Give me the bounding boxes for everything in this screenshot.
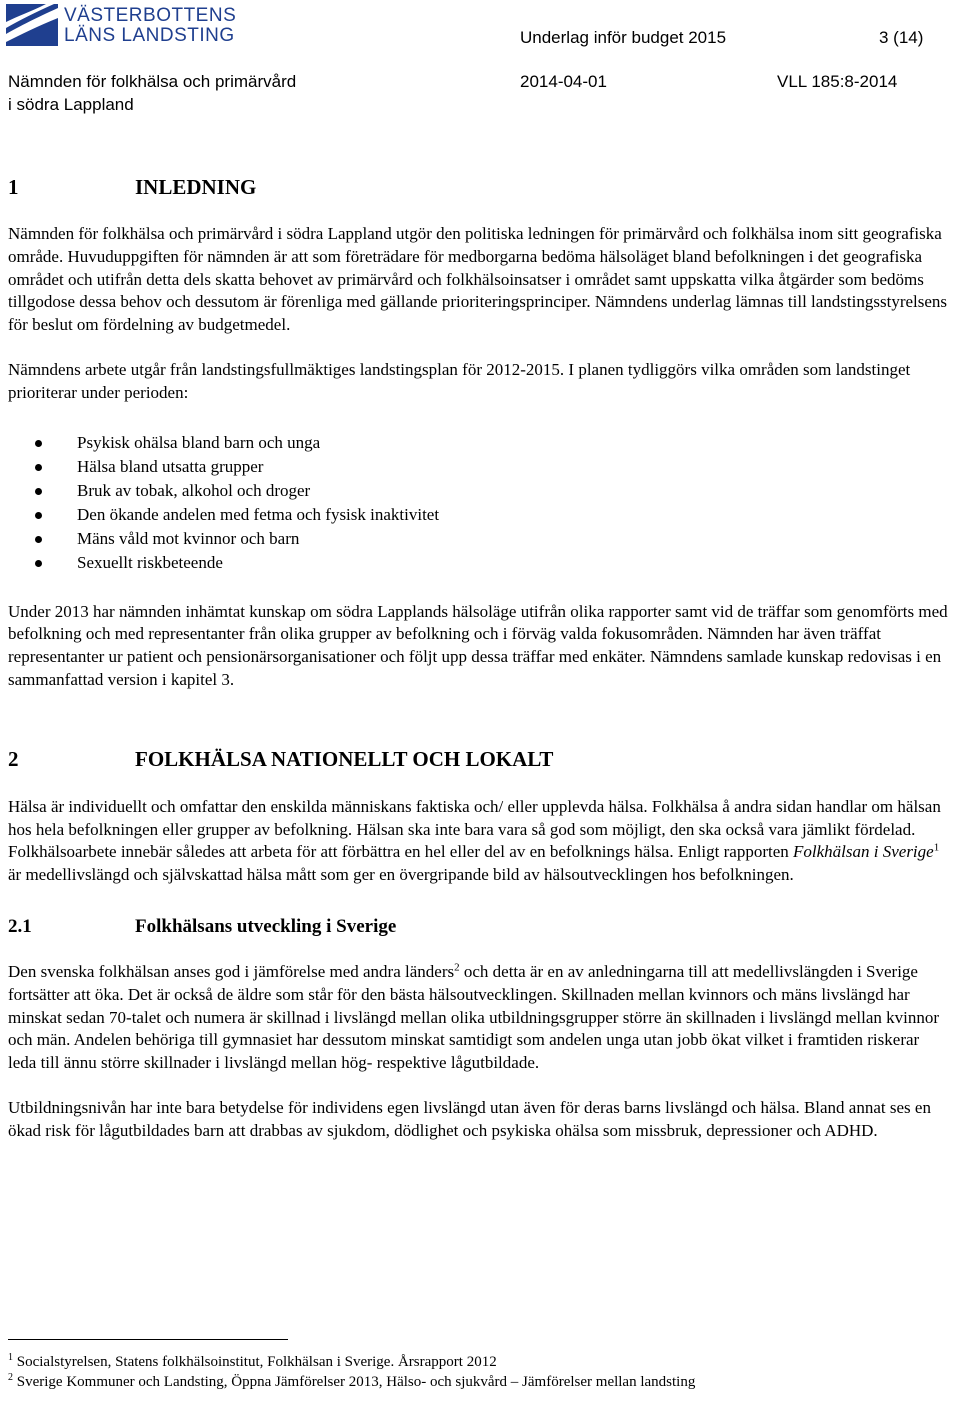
list-item: Psykisk ohälsa bland barn och unga [8, 431, 948, 455]
priority-list [8, 431, 948, 575]
document-body [8, 172, 948, 1143]
footnote: $^1$ Socialstyrelsen, Statens folkhälsoinstitut, Folkhälsan i Sverige. Årsrapport 2012 [8, 1352, 497, 1370]
footnote-ref: 2 [454, 961, 460, 974]
paragraph: Nämndens arbete utgår från landstingsfullmäktiges landstingsplan för 2012-2015. I planen tydliggörs vilka områden som landstinget prioriterar under perioden: [8, 359, 911, 402]
list-item: Hälsa bland utsatta grupper [8, 455, 948, 479]
footnotes [8, 1339, 948, 1392]
section-number: 2.1 [8, 915, 32, 937]
bullet-icon [35, 536, 42, 543]
footnote: $^2$ Sverige Kommuner och Landsting, Öppna Jämförelser 2013, Hälso- och sjukvård – Jämförelser mellan landsting [8, 1372, 696, 1390]
organization-name [64, 6, 244, 46]
subsection-heading-2-1 [8, 913, 948, 941]
paragraph: Utbildningsnivån har inte bara betydelse för individens egen livslängd utan även för deras barns livslängd och hälsa. Bland annat ses en ökad risk för lågutbildades barn att drabbas av sjukdom, dödlighet och psykiska ohälsa som missbruk, depressioner och ADHD. [8, 1097, 931, 1140]
committee-name-line1: Nämnden för folkhälsa och primärvård [8, 72, 297, 91]
document-date: 2014-04-01 [520, 72, 607, 91]
report-title: Folkhälsan i Sverige [793, 842, 934, 862]
paragraph: Nämnden för folkhälsa och primärvård i södra Lappland utgör den politiska ledningen för primärvård och folkhälsa inom sitt geografiska område. Huvuduppgiften för nämnden är att som företrädare för medborgarna bedöma hälsoläget bland befolkningen i det geografiska området och utifrån detta dels skatta behovet av primärvård och folkhälsoinsatser i området samt uppskatta vilka åtgärder som bedöms tillgodose dessa behov och dessutom är förenliga med gällande prioriteringsprinciper. Nämndens underlag lämnas till landstingsstyrelsens för beslut om fördelning av budgetmedel. [8, 224, 948, 335]
bullet-icon [35, 440, 42, 447]
section-heading-1 [8, 172, 948, 202]
organization-name-line1: VÄSTERBOTTENS [64, 5, 237, 26]
list-item: Bruk av tobak, alkohol och droger [8, 479, 948, 503]
document-title: Underlag inför budget 2015 [520, 28, 727, 47]
document-reference: VLL 185:8-2014 [777, 72, 898, 91]
page-header [0, 0, 960, 120]
section-title: FOLKHÄLSA NATIONELLT OCH LOKALT [135, 746, 554, 771]
organization-name-line2: LÄNS LANDSTING [64, 25, 235, 46]
bullet-icon [35, 488, 42, 495]
logo-mark-icon [6, 4, 58, 46]
bullet-icon [35, 512, 42, 519]
list-item: Mäns våld mot kvinnor och barn [8, 527, 948, 551]
section-number: 2 [8, 746, 19, 771]
paragraph: Under 2013 har nämnden inhämtat kunskap om södra Lapplands hälsoläge utifrån olika rapporter samt vid de träffar som genomförts med befolkning och med representanter från olika grupper av befolkning och i förväg valda fokusområden. Nämnden har även träffat representanter ur patient och pensionärsorganisationer och följt upp dessa träffar med enkäter. Nämndens samlade kunskap redovisas i en sammanfattad version i kapitel 3. [8, 601, 948, 689]
paragraph: Den svenska folkhälsan anses god i jämförelse med andra länders$^2$ och detta är en av anledningarna till att medellivslängden i Sverige fortsätter att öka. Det är också de äldre som står för den bästa hälsoutvecklingen. Skillnaden mellan kvinnors och mäns livslängd har minskat sedan 70-talet och numera är skillnad i livslängd mellan olika utbildningsgrupper större än skillnaden i livslängd mellan kvinnor och män. Andelen behöriga till gymnasiet har dessutom minskat samtidigt som andelen unga utan jobb ökat vilket i framtiden riskerar leda till ännu större skillnader i livslängd mellan hög- respektive lågutbildade. [8, 961, 940, 1073]
list-item: Sexuellt riskbeteende [8, 551, 948, 575]
organization-logo [6, 4, 246, 50]
footnote-ref: 1 [933, 841, 940, 854]
section-title: Folkhälsans utveckling i Sverige [135, 915, 397, 937]
page-number: 3 (14) [879, 28, 924, 47]
section-heading-2 [8, 744, 948, 774]
section-title: INLEDNING [135, 175, 257, 199]
paragraph: Hälsa är individuellt och omfattar den enskilda människans faktiska och/ eller upplevda hälsa. Folkhälsa å andra sidan handlar om hälsan hos hela befolkningen eller grupper av befolkning. Hälsan ska inte bara vara så god som möjligt, den ska också vara jämlikt fördelad. Folkhälsoarbete innebär således att arbeta för att förbättra en hel eller del av en befolknings hälsa. Enligt rapporten Folkhälsan i Sverige$^1$ är medellivslängd och självskattad hälsa mått som ger en övergripande bild av hälsoutvecklingen hos befolkningen. [8, 796, 941, 885]
footnote-divider [8, 1339, 288, 1340]
committee-name-line2: i södra Lappland [8, 95, 134, 114]
bullet-icon [35, 560, 42, 567]
list-item: Den ökande andelen med fetma och fysisk inaktivitet [8, 503, 948, 527]
bullet-icon [35, 464, 42, 471]
section-number: 1 [8, 175, 19, 199]
